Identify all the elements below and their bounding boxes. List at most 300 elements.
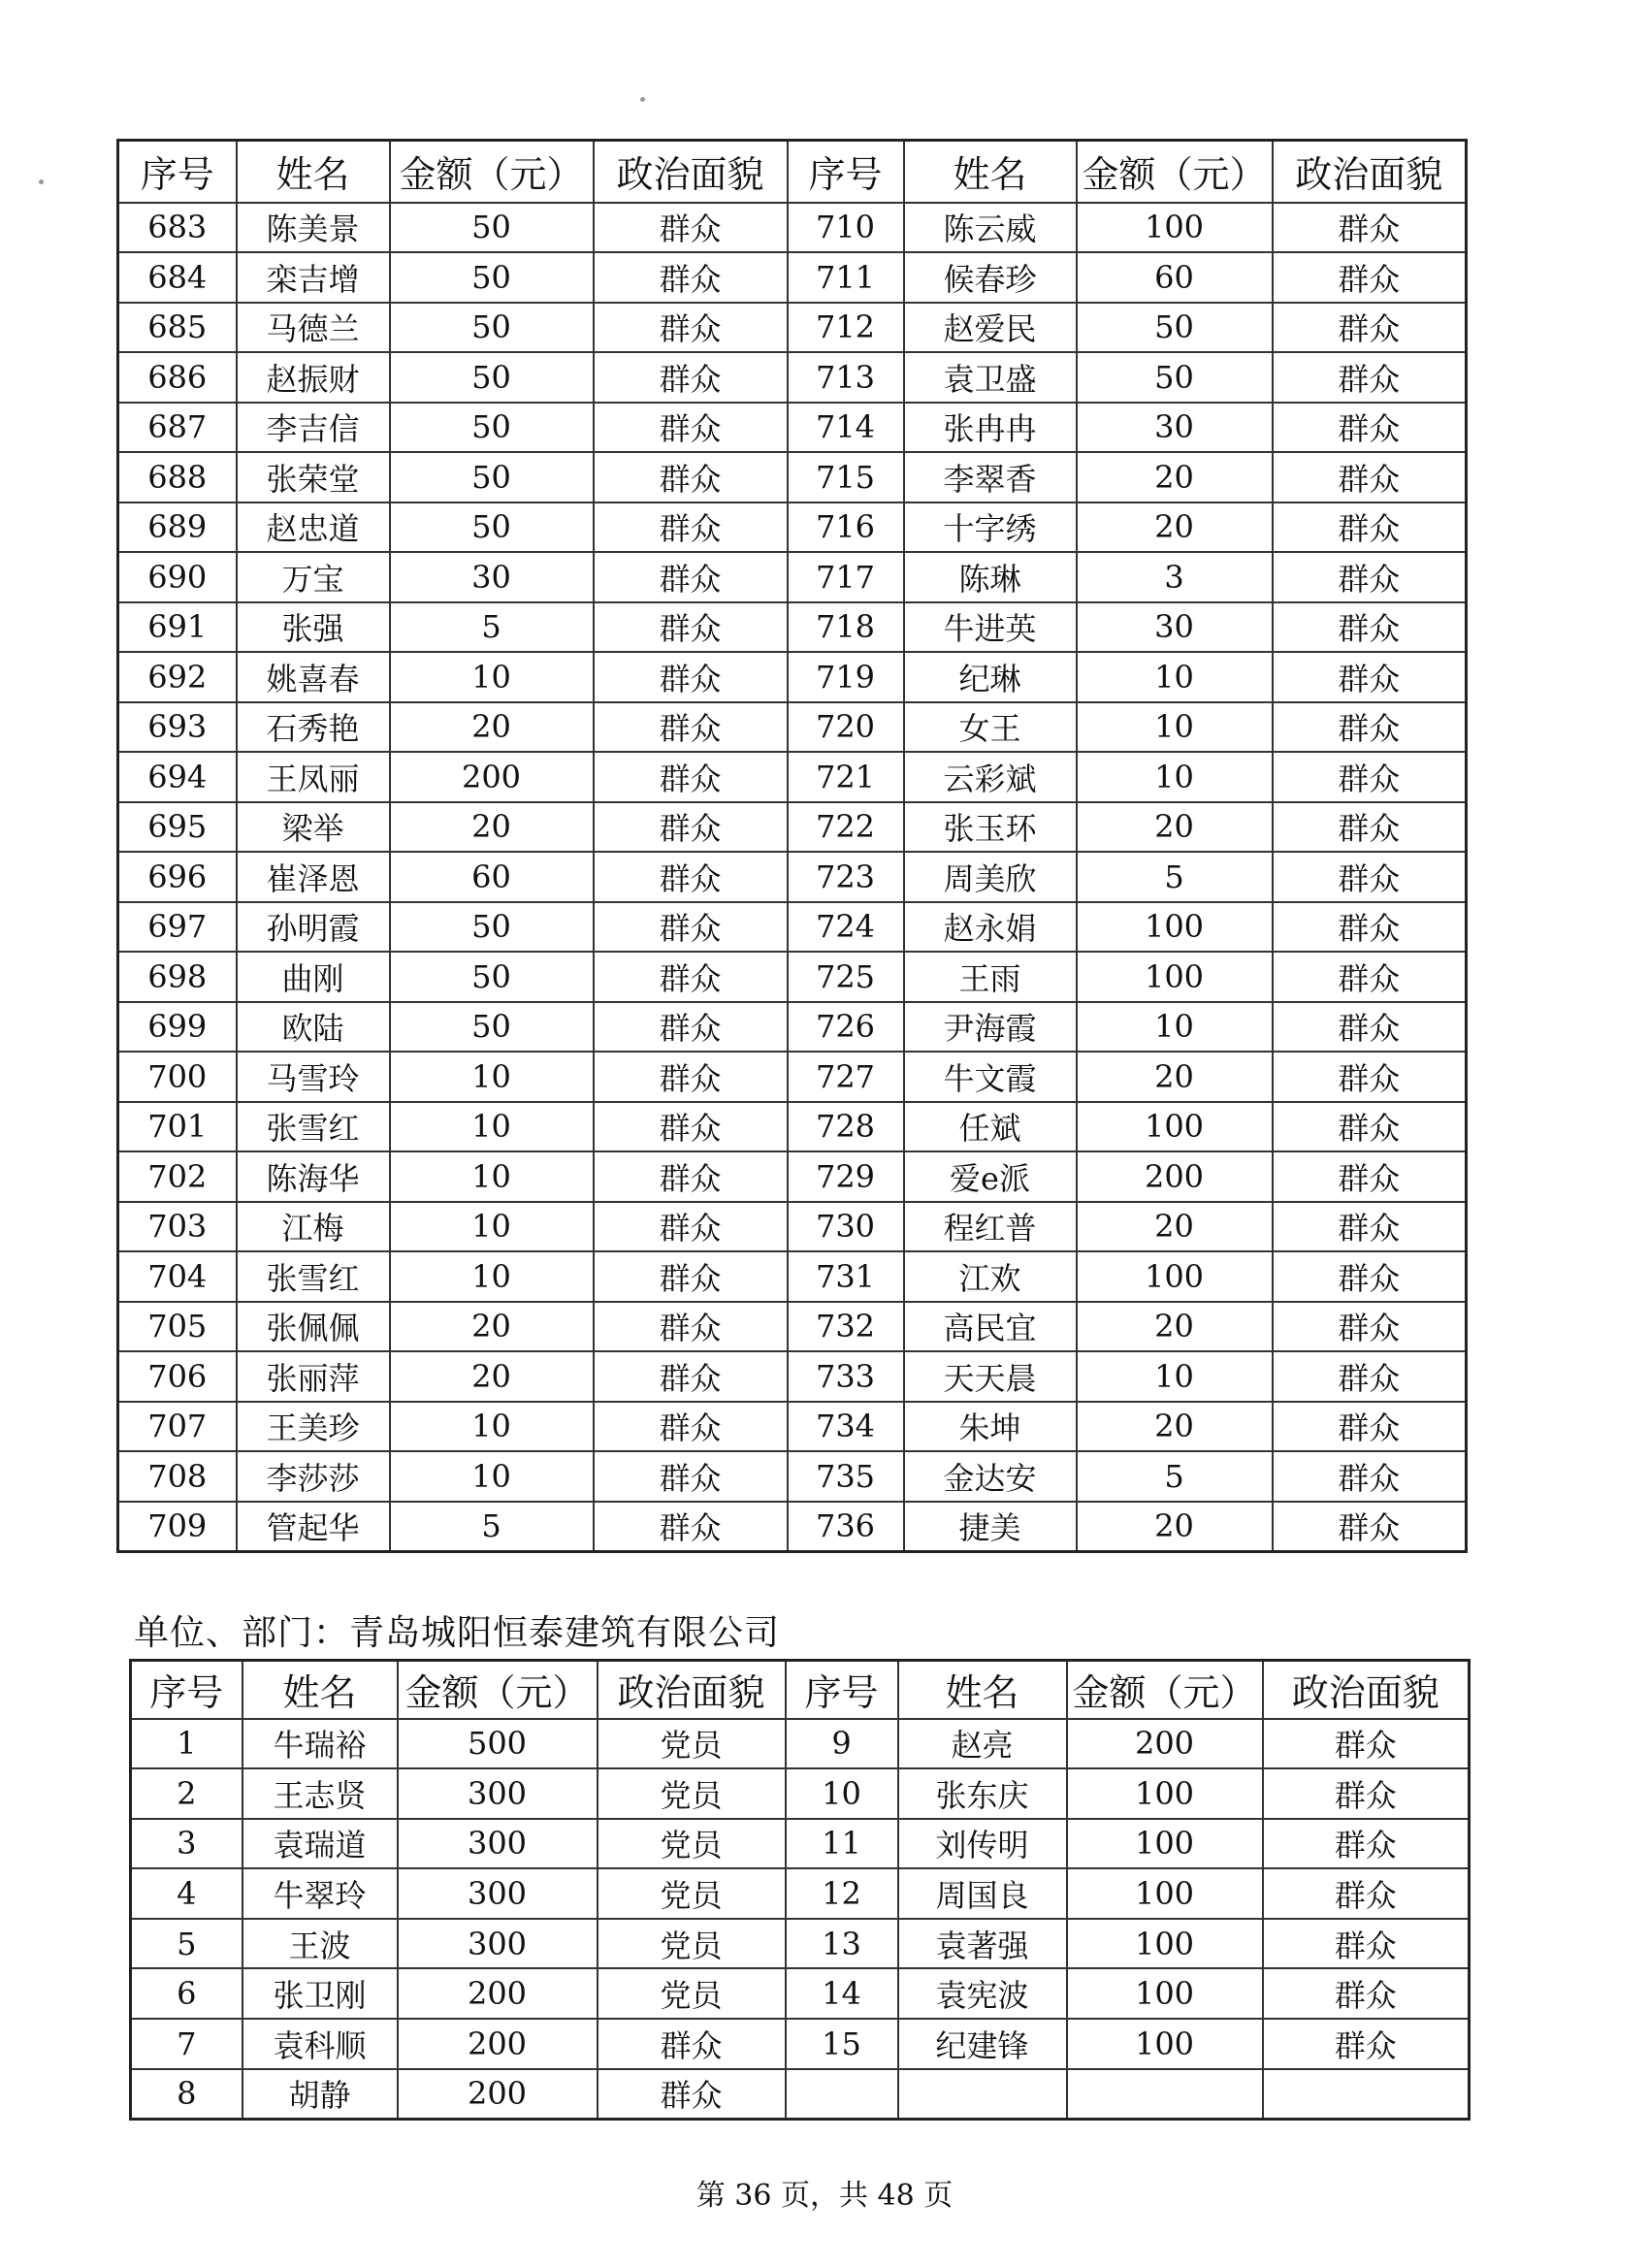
table-cell: 高民宜: [904, 1302, 1077, 1352]
table-cell: 捷美: [904, 1502, 1077, 1552]
table-cell: 20: [390, 702, 594, 753]
table-cell: 200: [398, 2069, 598, 2120]
table-cell: 群众: [1273, 602, 1467, 653]
table-cell: 730: [788, 1202, 904, 1252]
table-cell: 群众: [594, 1302, 788, 1352]
table-cell: 4: [131, 1868, 242, 1919]
table-cell: 群众: [594, 852, 788, 902]
table-cell: 5: [131, 1919, 242, 1969]
table-cell: 100: [1077, 1251, 1273, 1302]
table-cell: 牛瑞裕: [242, 1719, 398, 1769]
table-cell: 群众: [1263, 1919, 1470, 1969]
table-cell: 党员: [598, 1768, 786, 1819]
table-cell: 孙明霞: [237, 902, 390, 953]
table-cell: 赵爱民: [904, 303, 1077, 353]
column-header: 序号: [786, 1661, 898, 1719]
table-cell: 10: [390, 1202, 594, 1252]
table-cell: 管起华: [237, 1502, 390, 1552]
table-cell: 687: [118, 403, 237, 453]
table-cell: 群众: [594, 1502, 788, 1552]
table-cell: 728: [788, 1102, 904, 1152]
table-cell: 栾吉增: [237, 252, 390, 303]
table-cell: 690: [118, 552, 237, 602]
table-cell: 50: [390, 452, 594, 502]
table-cell: 姚喜春: [237, 652, 390, 702]
table-cell: 牛翠玲: [242, 1868, 398, 1919]
table-cell: 698: [118, 952, 237, 1002]
table-cell: 708: [118, 1451, 237, 1502]
table-cell: 党员: [598, 1968, 786, 2019]
table-cell: 群众: [1273, 1451, 1467, 1502]
table-cell: 300: [398, 1868, 598, 1919]
table-cell: 50: [390, 952, 594, 1002]
table-row: [118, 752, 1467, 802]
table-cell: 群众: [1263, 1819, 1470, 1869]
table-cell: 20: [390, 1302, 594, 1352]
table-cell: 群众: [1263, 1719, 1470, 1769]
table-cell: 10: [1077, 752, 1273, 802]
table-header-row: [131, 1661, 1470, 1719]
table-row: [118, 952, 1467, 1002]
table-cell: 726: [788, 1002, 904, 1053]
table-cell: 723: [788, 852, 904, 902]
table-cell: 707: [118, 1402, 237, 1452]
table-cell: 30: [390, 552, 594, 602]
table-cell: 721: [788, 752, 904, 802]
table-cell: 685: [118, 303, 237, 353]
table-cell: 党员: [598, 1868, 786, 1919]
table-row: [118, 1502, 1467, 1552]
table-cell: 10: [390, 1251, 594, 1302]
table-cell: 群众: [1273, 1202, 1467, 1252]
table-cell: 5: [1077, 852, 1273, 902]
table-cell: 733: [788, 1351, 904, 1402]
table-cell: 张玉环: [904, 802, 1077, 853]
table-row: [118, 1151, 1467, 1202]
table-cell: 群众: [1273, 252, 1467, 303]
table-cell: 陈海华: [237, 1151, 390, 1202]
table-row: [118, 552, 1467, 602]
table-row: [118, 352, 1467, 403]
table-cell: 周国良: [898, 1868, 1067, 1919]
table-cell: 群众: [1263, 2019, 1470, 2069]
table-cell: 12: [786, 1868, 898, 1919]
table-cell: 群众: [1273, 1502, 1467, 1552]
table-cell: 朱坤: [904, 1402, 1077, 1452]
table-cell: 群众: [594, 1002, 788, 1053]
table-cell: 697: [118, 902, 237, 953]
table-cell: 714: [788, 403, 904, 453]
page-number: 第 36 页，共 48 页: [695, 2179, 954, 2213]
table-cell: 719: [788, 652, 904, 702]
column-header: 姓名: [904, 141, 1077, 203]
table-cell: 群众: [594, 502, 788, 553]
column-header: 序号: [118, 141, 237, 203]
table-cell: 金达安: [904, 1451, 1077, 1502]
donation-table-main: [116, 139, 1468, 1553]
table-cell: 100: [1067, 1868, 1263, 1919]
table-cell: 10: [1077, 652, 1273, 702]
table-cell: 牛文霞: [904, 1052, 1077, 1102]
table-cell: 100: [1067, 1919, 1263, 1969]
column-header: 姓名: [898, 1661, 1067, 1719]
table-cell: 10: [1077, 1002, 1273, 1053]
table-cell: 718: [788, 602, 904, 653]
table-cell: 张东庆: [898, 1768, 1067, 1819]
table-cell: 100: [1067, 1819, 1263, 1869]
table-cell: 725: [788, 952, 904, 1002]
table-cell: 10: [390, 652, 594, 702]
table-cell: 刘传明: [898, 1819, 1067, 1869]
table-row: [118, 502, 1467, 553]
table-cell: 群众: [594, 752, 788, 802]
table-cell: 群众: [594, 1451, 788, 1502]
table-cell: 3: [1077, 552, 1273, 602]
table-cell: 群众: [594, 1251, 788, 1302]
table-cell: 群众: [1273, 1002, 1467, 1053]
table-cell: 15: [786, 2019, 898, 2069]
table-cell: 群众: [594, 902, 788, 953]
table-cell: 30: [1077, 403, 1273, 453]
table-cell: 群众: [594, 1351, 788, 1402]
column-header: 金额（元）: [1067, 1661, 1263, 1719]
table-cell: 群众: [1273, 752, 1467, 802]
table-cell: 10: [786, 1768, 898, 1819]
table-cell: 30: [1077, 602, 1273, 653]
table-cell: 10: [390, 1151, 594, 1202]
table-cell: 50: [1077, 352, 1273, 403]
table-cell: 爱e派: [904, 1151, 1077, 1202]
table-cell: 50: [390, 1002, 594, 1053]
table-cell: 100: [1067, 1768, 1263, 1819]
table-row: [118, 1451, 1467, 1502]
table-row: [131, 1719, 1470, 1769]
table-cell: 1: [131, 1719, 242, 1769]
unit-department-label: 单位、部门：青岛城阳恒泰建筑有限公司: [134, 1613, 781, 1653]
table-cell: 50: [390, 902, 594, 953]
table-cell: 群众: [1273, 952, 1467, 1002]
column-header: 政治面貌: [594, 141, 788, 203]
table-cell: 党员: [598, 1919, 786, 1969]
table-cell: 群众: [1273, 352, 1467, 403]
table-cell: 200: [1077, 1151, 1273, 1202]
table-cell: 736: [788, 1502, 904, 1552]
table-cell: 王雨: [904, 952, 1077, 1002]
table-header-row: [118, 141, 1467, 203]
table-cell: 张佩佩: [237, 1302, 390, 1352]
table-cell: 群众: [1273, 702, 1467, 753]
table-cell: 200: [398, 2019, 598, 2069]
table-row: [131, 1768, 1470, 1819]
table-cell: 50: [1077, 303, 1273, 353]
table-cell: 699: [118, 1002, 237, 1053]
table-cell: 50: [390, 252, 594, 303]
table-cell: 5: [390, 1502, 594, 1552]
table-cell: 袁宪波: [898, 1968, 1067, 2019]
table-cell: 20: [1077, 1502, 1273, 1552]
table-cell: 牛进英: [904, 602, 1077, 653]
table-cell: 3: [131, 1819, 242, 1869]
table-cell: 20: [1077, 1302, 1273, 1352]
table-cell: 胡静: [242, 2069, 398, 2120]
table-cell: 731: [788, 1251, 904, 1302]
table-cell: 9: [786, 1719, 898, 1769]
table-cell: 702: [118, 1151, 237, 1202]
table-row: [118, 452, 1467, 502]
table-cell: 711: [788, 252, 904, 303]
table-cell: 100: [1067, 2019, 1263, 2069]
table-cell: 张雪红: [237, 1102, 390, 1152]
table-row: [118, 1402, 1467, 1452]
table-cell: 程红普: [904, 1202, 1077, 1252]
table-cell: 江欢: [904, 1251, 1077, 1302]
table-cell: 100: [1077, 902, 1273, 953]
table-cell: 20: [390, 1351, 594, 1402]
table-cell: 群众: [1273, 852, 1467, 902]
table-cell: 20: [1077, 452, 1273, 502]
table-cell: 701: [118, 1102, 237, 1152]
table-cell: 群众: [1273, 652, 1467, 702]
table-cell: 10: [1077, 702, 1273, 753]
table-row: [118, 852, 1467, 902]
table-row: [118, 252, 1467, 303]
table-row: [118, 303, 1467, 353]
table-row: [118, 802, 1467, 853]
table-cell: 300: [398, 1768, 598, 1819]
table-cell: [1263, 2069, 1470, 2120]
table-cell: 688: [118, 452, 237, 502]
table-cell: 群众: [594, 1402, 788, 1452]
table-row: [118, 1202, 1467, 1252]
table-cell: 20: [1077, 1052, 1273, 1102]
table-cell: 群众: [598, 2069, 786, 2120]
table-cell: 200: [398, 1968, 598, 2019]
table-cell: 群众: [594, 252, 788, 303]
table-cell: 袁科顺: [242, 2019, 398, 2069]
table-cell: 50: [390, 303, 594, 353]
table-cell: 2: [131, 1768, 242, 1819]
table-cell: 群众: [1273, 452, 1467, 502]
table-cell: 10: [390, 1102, 594, 1152]
table-cell: 200: [1067, 1719, 1263, 1769]
table-cell: 60: [1077, 252, 1273, 303]
table-cell: 群众: [594, 602, 788, 653]
table-cell: 群众: [594, 552, 788, 602]
table-cell: 张雪红: [237, 1251, 390, 1302]
table-cell: 10: [390, 1052, 594, 1102]
table-cell: 梁举: [237, 802, 390, 853]
scan-speck: [640, 97, 645, 102]
table-cell: 党员: [598, 1719, 786, 1769]
table-cell: 石秀艳: [237, 702, 390, 753]
table-cell: 100: [1067, 1968, 1263, 2019]
table-row: [118, 203, 1467, 253]
table-cell: 50: [390, 203, 594, 253]
table-cell: 群众: [1273, 502, 1467, 553]
table-cell: 万宝: [237, 552, 390, 602]
table-cell: 纪琳: [904, 652, 1077, 702]
donation-table-company: [129, 1659, 1471, 2121]
table-cell: 50: [390, 403, 594, 453]
table-cell: 686: [118, 352, 237, 403]
table-cell: 群众: [594, 1151, 788, 1202]
table-cell: 695: [118, 802, 237, 853]
table-cell: 群众: [1263, 1968, 1470, 2019]
table-cell: 6: [131, 1968, 242, 2019]
table-cell: 尹海霞: [904, 1002, 1077, 1053]
table-cell: 689: [118, 502, 237, 553]
table-row: [118, 1102, 1467, 1152]
table-cell: 群众: [594, 452, 788, 502]
table-cell: 14: [786, 1968, 898, 2019]
table-cell: 袁瑞道: [242, 1819, 398, 1869]
table-cell: 727: [788, 1052, 904, 1102]
table-cell: 20: [1077, 1202, 1273, 1252]
table-cell: 703: [118, 1202, 237, 1252]
table-cell: 群众: [1273, 303, 1467, 353]
table-cell: 20: [390, 802, 594, 853]
table-cell: 曲刚: [237, 952, 390, 1002]
table-cell: 张卫刚: [242, 1968, 398, 2019]
table-cell: 100: [1077, 1102, 1273, 1152]
table-cell: 群众: [594, 952, 788, 1002]
table-cell: 张冉冉: [904, 403, 1077, 453]
table-cell: 李翠香: [904, 452, 1077, 502]
column-header: 姓名: [242, 1661, 398, 1719]
table-cell: 705: [118, 1302, 237, 1352]
table-cell: 崔泽恩: [237, 852, 390, 902]
table-cell: 群众: [1273, 1052, 1467, 1102]
table-cell: 696: [118, 852, 237, 902]
table-cell: 赵忠道: [237, 502, 390, 553]
table-cell: 群众: [1263, 1868, 1470, 1919]
table-cell: 群众: [1273, 1151, 1467, 1202]
table-cell: 群众: [1263, 1768, 1470, 1819]
table-cell: 200: [390, 752, 594, 802]
table-cell: 王志贤: [242, 1768, 398, 1819]
scan-speck: [39, 179, 44, 184]
table-row: [118, 602, 1467, 653]
table-cell: 群众: [1273, 552, 1467, 602]
table-cell: 江梅: [237, 1202, 390, 1252]
table-cell: 王波: [242, 1919, 398, 1969]
table-cell: 500: [398, 1719, 598, 1769]
table-cell: 300: [398, 1819, 598, 1869]
table-cell: 群众: [1273, 1251, 1467, 1302]
table-cell: 683: [118, 203, 237, 253]
table-cell: 群众: [594, 1052, 788, 1102]
table-cell: 50: [390, 502, 594, 553]
table-row: [118, 1351, 1467, 1402]
table-cell: 天天晨: [904, 1351, 1077, 1402]
table-cell: 马德兰: [237, 303, 390, 353]
table-cell: 50: [390, 352, 594, 403]
table-cell: 群众: [594, 802, 788, 853]
table-cell: 群众: [1273, 802, 1467, 853]
column-header: 序号: [131, 1661, 242, 1719]
table-cell: 群众: [1273, 1302, 1467, 1352]
table-cell: 党员: [598, 1819, 786, 1869]
table-cell: 20: [1077, 1402, 1273, 1452]
table-row: [131, 1919, 1470, 1969]
table-row: [118, 1052, 1467, 1102]
table-cell: 欧陆: [237, 1002, 390, 1053]
table-cell: 陈云威: [904, 203, 1077, 253]
table-cell: 群众: [594, 652, 788, 702]
table-cell: 300: [398, 1919, 598, 1969]
table-cell: 13: [786, 1919, 898, 1969]
table-cell: 700: [118, 1052, 237, 1102]
table-cell: 张丽萍: [237, 1351, 390, 1402]
table-cell: 袁著强: [898, 1919, 1067, 1969]
table-cell: 群众: [594, 1102, 788, 1152]
table-cell: 684: [118, 252, 237, 303]
table-cell: 715: [788, 452, 904, 502]
table-cell: 60: [390, 852, 594, 902]
table-cell: 张荣堂: [237, 452, 390, 502]
table-cell: 群众: [1273, 203, 1467, 253]
table-cell: 709: [118, 1502, 237, 1552]
table-cell: 群众: [1273, 1102, 1467, 1152]
table-cell: [786, 2069, 898, 2120]
table-cell: 群众: [594, 203, 788, 253]
table-row: [131, 2019, 1470, 2069]
table-cell: 20: [1077, 802, 1273, 853]
column-header: 金额（元）: [398, 1661, 598, 1719]
table-cell: 群众: [1273, 1402, 1467, 1452]
table-row: [118, 1302, 1467, 1352]
table-cell: [898, 2069, 1067, 2120]
column-header: 金额（元）: [390, 141, 594, 203]
table-cell: 王美珍: [237, 1402, 390, 1452]
table-row: [131, 1868, 1470, 1919]
column-header: 姓名: [237, 141, 390, 203]
table-row: [118, 1002, 1467, 1053]
table-cell: 女王: [904, 702, 1077, 753]
table-row: [118, 403, 1467, 453]
table-cell: 赵亮: [898, 1719, 1067, 1769]
table-cell: 729: [788, 1151, 904, 1202]
table-cell: 11: [786, 1819, 898, 1869]
table-cell: 群众: [594, 403, 788, 453]
table-cell: 云彩斌: [904, 752, 1077, 802]
table-cell: 陈琳: [904, 552, 1077, 602]
table-cell: 732: [788, 1302, 904, 1352]
table-cell: 陈美景: [237, 203, 390, 253]
table-cell: 5: [390, 602, 594, 653]
table-cell: 10: [1077, 1351, 1273, 1402]
table-cell: 王凤丽: [237, 752, 390, 802]
table-cell: 722: [788, 802, 904, 853]
table-cell: 十字绣: [904, 502, 1077, 553]
table-cell: 710: [788, 203, 904, 253]
table-cell: 5: [1077, 1451, 1273, 1502]
column-header: 政治面貌: [598, 1661, 786, 1719]
table-row: [118, 652, 1467, 702]
table-cell: 716: [788, 502, 904, 553]
table-cell: 马雪玲: [237, 1052, 390, 1102]
table-cell: 20: [1077, 502, 1273, 553]
table-cell: 694: [118, 752, 237, 802]
table-cell: 群众: [594, 1202, 788, 1252]
table-cell: 群众: [598, 2019, 786, 2069]
table-cell: 712: [788, 303, 904, 353]
table-cell: 10: [390, 1402, 594, 1452]
table-cell: 735: [788, 1451, 904, 1502]
table-cell: 李吉信: [237, 403, 390, 453]
table-cell: 群众: [594, 303, 788, 353]
table-cell: 720: [788, 702, 904, 753]
